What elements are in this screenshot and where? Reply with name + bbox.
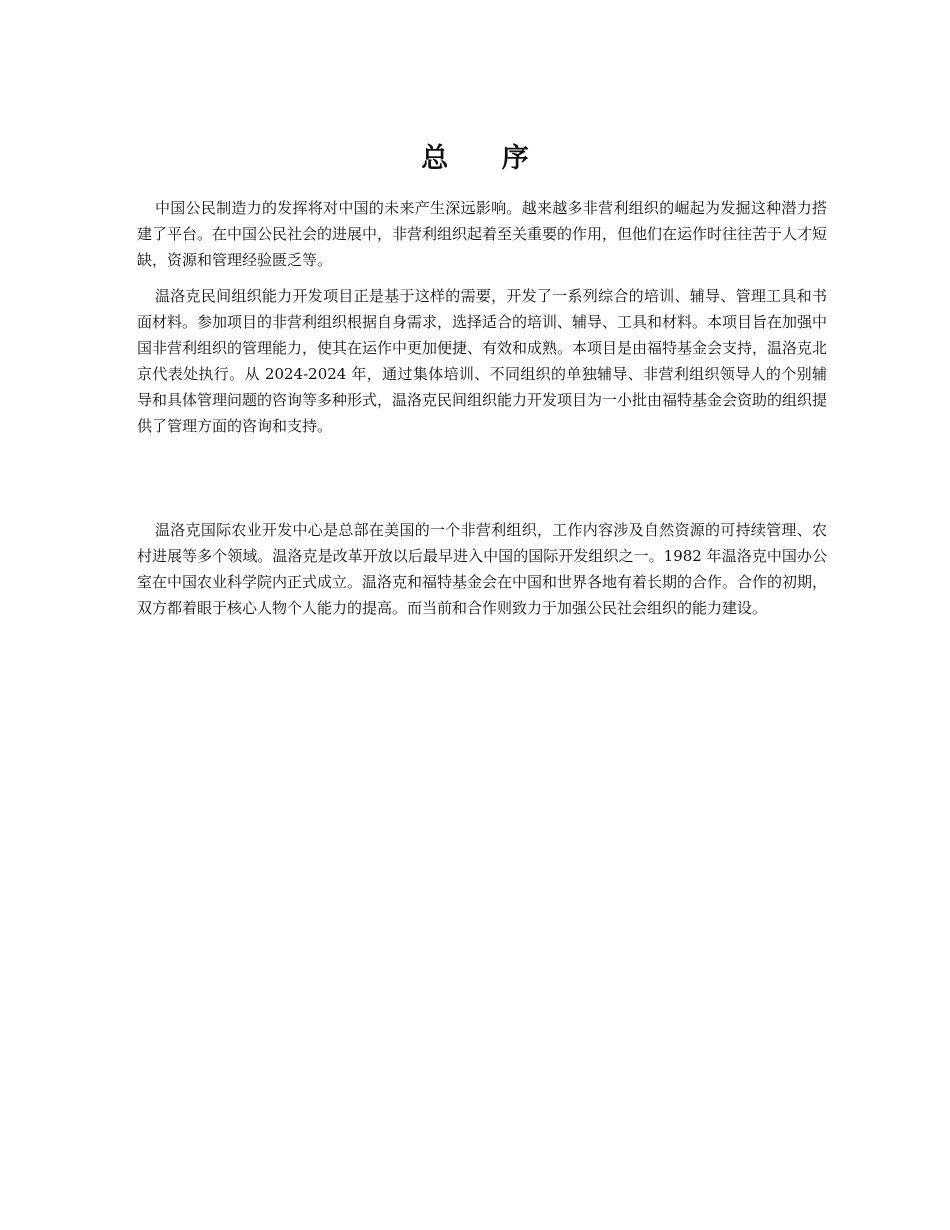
- paragraph-winrock: 温洛克国际农业开发中心是总部在美国的一个非营利组织，工作内容涉及自然资源的可持续管理、农村进展等多个领域。温洛克是改革开放以后最早进入中国的国际开发组织之一。1982 年温洛克中国办公室在中国农业科学院内正式成立。温洛克和福特基金会在中国和世界各地有着长期的合作。合作的初期，双方都着眼于核心人物个人能力的提高。而当前和合作则致力于加强公民社会组织的能力建设。: [137, 521, 828, 617]
- paragraph-project: 温洛克民间组织能力开发项目正是基于这样的需要，开发了一系列综合的培训、辅导、管理工具和书面材料。参加项目的非营利组织根据自身需求，选择适合的培训、辅导、工具和材料。本项目旨在加强中国非营利组织的管理能力，使其在运作中更加便捷、有效和成熟。本项目是由福特基金会支持，温洛克北京代表处执行。从 2024-2024 年，通过集体培训、不同组织的单独辅导、非营利组织领导人的个别辅导和具体管理问题的咨询等多种形式，温洛克民间组织能力开发项目为一小批由福特基金会资助的组织提供了管理方面的咨询和支持。: [137, 287, 828, 435]
- page-title: 总 序: [421, 143, 551, 174]
- paragraph-intro: 中国公民制造力的发挥将对中国的未来产生深远影响。越来越多非营利组织的崛起为发掘这种潜力搭建了平台。在中国公民社会的进展中，非营利组织起着至关重要的作用，但他们在运作时往往苦于人才短缺，资源和管理经验匮乏等。: [137, 199, 828, 269]
